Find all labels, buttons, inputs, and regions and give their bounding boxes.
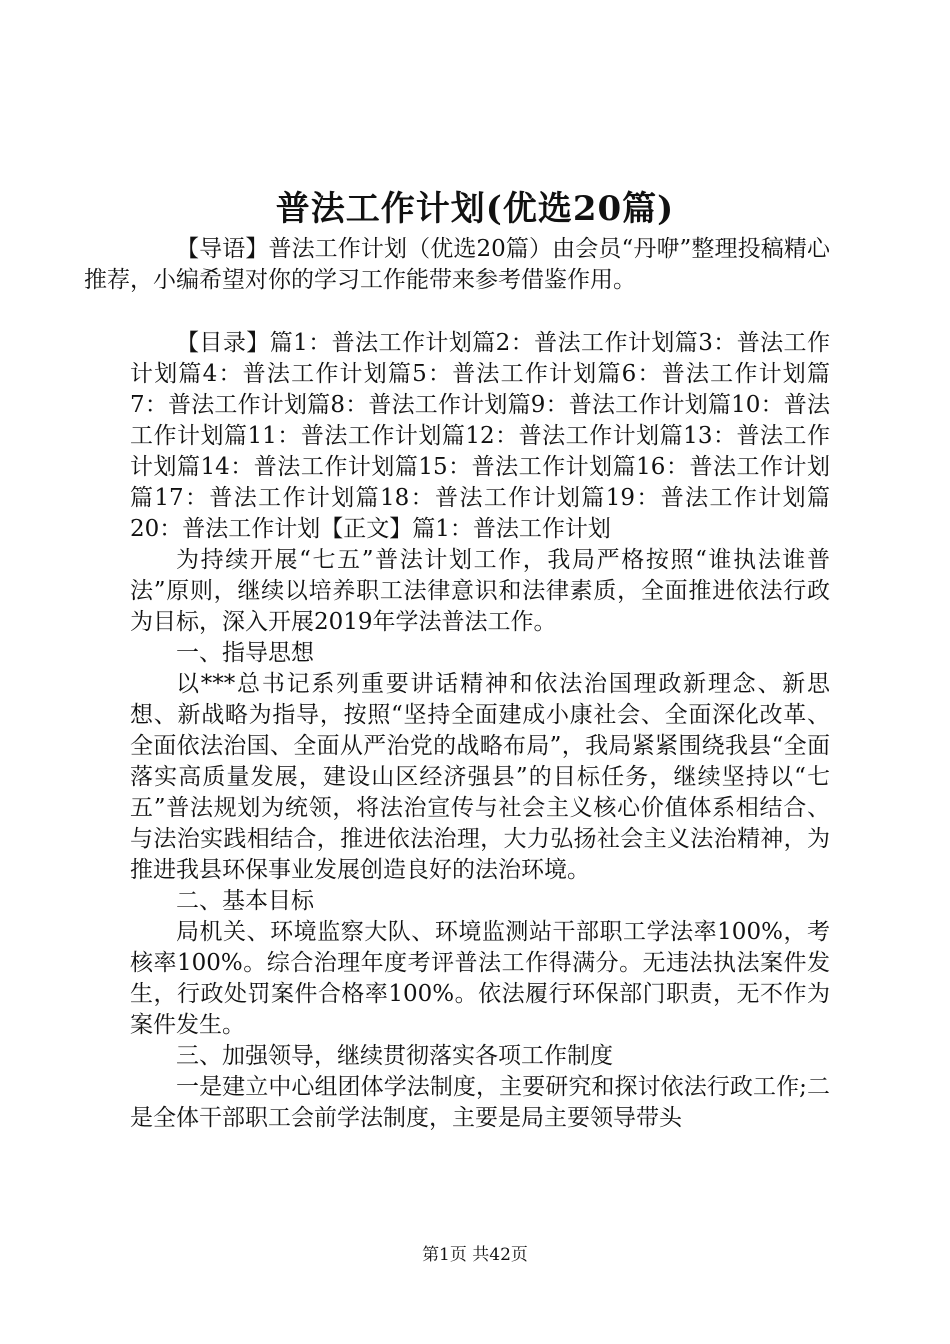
document-title: 普法工作计划(优选20篇) (275, 189, 675, 229)
body-paragraph-2: 以***总书记系列重要讲话精神和依法治国理政新理念、新思想、新战略为指导，按照“坚持全面建成小康社会、全面深化改革、全面依法治国、全面从严治党的战略布局”，我局紧紧围绕我县“全面落实高质量发展，建设山区经济强县”的目标任务，继续坚持以“七五”普法规划为统领，将法治宣传与社会主义核心价值体系相结合、与法治实践相结合，推进依法治理，大力弘扬社会主义法治精神，为推进我县环保事业发展创造良好的法治环境。 (130, 671, 830, 883)
document-body (84, 234, 830, 1134)
page-footer: 第1页 共42页 (422, 1245, 528, 1265)
section-heading-2: 二、基本目标 (176, 888, 314, 914)
section-heading-3: 三、加强领导，继续贯彻落实各项工作制度 (176, 1043, 613, 1069)
intro-paragraph: 【导语】普法工作计划（优选20篇）由会员“丹咿”整理投稿精心推荐，小编希望对你的学习工作能带来参考借鉴作用。 (84, 236, 830, 293)
paragraph-gap (130, 296, 830, 328)
section-heading-1: 一、指导思想 (176, 640, 314, 666)
body-paragraph-4: 一是建立中心组团体学法制度，主要研究和探讨依法行政工作;二是全体干部职工会前学法制度，主要是局主要领导带头 (130, 1074, 830, 1131)
toc-paragraph: 【目录】篇1：普法工作计划篇2：普法工作计划篇3：普法工作计划篇4：普法工作计划篇5：普法工作计划篇6：普法工作计划篇7：普法工作计划篇8：普法工作计划篇9：普法工作计划篇10：普法工作计划篇11：普法工作计划篇12：普法工作计划篇13：普法工作计划篇14：普法工作计划篇15：普法工作计划篇16：普法工作计划篇17：普法工作计划篇18：普法工作计划篇19：普法工作计划篇20：普法工作计划【正文】篇1：普法工作计划 (130, 330, 830, 542)
body-paragraph-1: 为持续开展“七五”普法计划工作，我局严格按照“谁执法谁普法”原则，继续以培养职工法律意识和法律素质，全面推进依法行政为目标，深入开展2019年学法普法工作。 (130, 547, 830, 635)
body-paragraph-3: 局机关、环境监察大队、环境监测站干部职工学法率100%，考核率100%。综合治理年度考评普法工作得满分。无违法执法案件发生，行政处罚案件合格率100%。依法履行环保部门职责，无不作为案件发生。 (130, 919, 830, 1038)
